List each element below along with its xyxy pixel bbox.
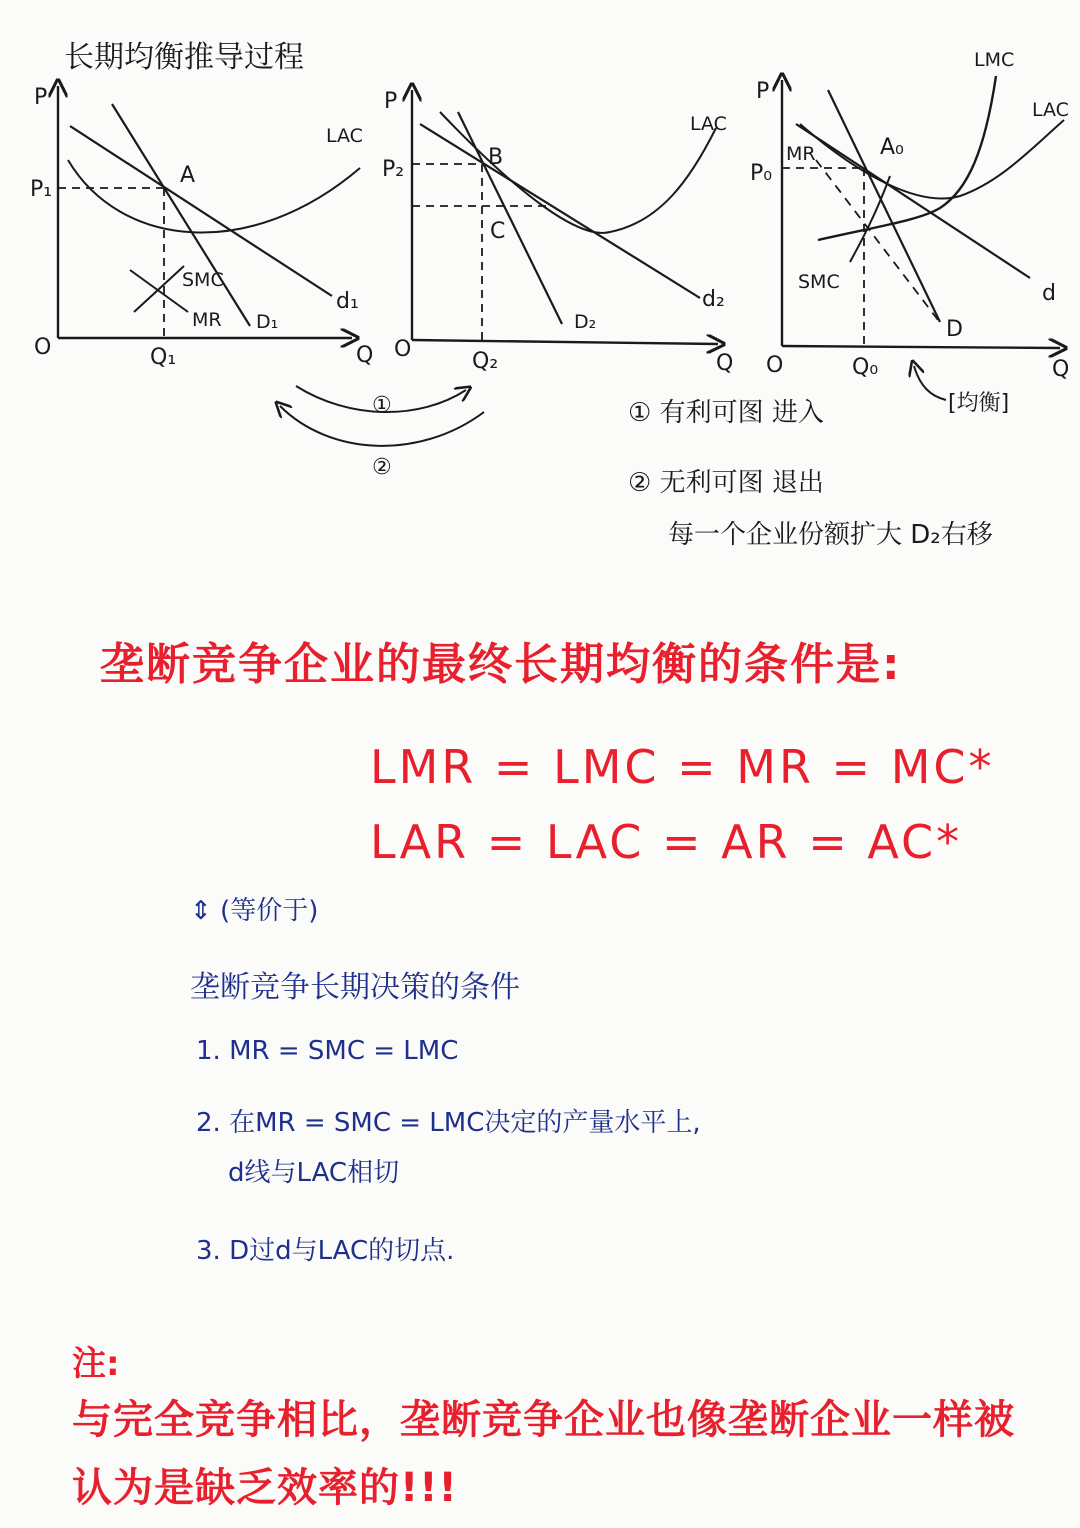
g2-point-b: B xyxy=(488,145,504,170)
condition-item-1: 1. MR = SMC = LMC xyxy=(196,1036,459,1066)
g2-origin: O xyxy=(394,337,412,362)
step-exit: ② 无利可图 退出 xyxy=(628,468,824,498)
equation-lar: LAR = LAC = AR = AC* xyxy=(370,815,963,869)
g3-lmc-label: LMC xyxy=(974,49,1015,71)
g3-origin: O xyxy=(766,353,784,378)
condition-item-3: 3. D过d与LAC的切点. xyxy=(196,1236,455,1266)
g2-point-c: C xyxy=(490,219,506,244)
g3-equilibrium-arrow xyxy=(914,366,946,400)
graph-3 xyxy=(750,49,1069,416)
long-run-title: 垄断竞争长期决策的条件 xyxy=(190,970,520,1005)
g1-axis-p: P xyxy=(34,85,48,110)
step-arrows xyxy=(280,386,484,480)
g3-axis-q: Q xyxy=(1052,357,1070,382)
g1-d1-label: d₁ xyxy=(336,289,359,314)
g3-p-label: P₀ xyxy=(750,161,773,186)
g2-d2-label: d₂ xyxy=(702,287,725,312)
page-title: 长期均衡推导过程 xyxy=(64,40,304,75)
g3-q-label: Q₀ xyxy=(852,355,879,380)
g1-p-label: P₁ xyxy=(30,177,53,202)
g2-q-label: Q₂ xyxy=(472,349,499,374)
note-label: 注: xyxy=(72,1344,120,1384)
g2-d2-line xyxy=(420,124,700,298)
arrow-step2-label: ② xyxy=(372,455,392,480)
g3-equilibrium-label: [均衡] xyxy=(948,391,1010,416)
g2-D2-line xyxy=(458,112,562,324)
condition-item-2: 2. 在MR = SMC = LMC决定的产量水平上, xyxy=(196,1108,701,1138)
g2-D2-label: D₂ xyxy=(574,311,597,333)
g1-lac-label: LAC xyxy=(326,125,363,147)
arrow-step1-label: ① xyxy=(372,393,392,418)
equation-lmr: LMR = LMC = MR = MC* xyxy=(370,740,995,794)
step-shift: 每一个企业份额扩大 D₂右移 xyxy=(668,520,993,550)
g3-axis-p: P xyxy=(756,79,770,104)
note-text: 与完全竞争相比，垄断竞争企业也像垄断企业一样被认为是缺乏效率的!!! xyxy=(72,1397,1015,1511)
condition-item-2-cont: d线与LAC相切 xyxy=(228,1158,400,1188)
g3-lac-label: LAC xyxy=(1032,99,1069,121)
g2-lac-label: LAC xyxy=(690,113,727,135)
g3-mr-label: MR xyxy=(786,143,816,165)
g2-axis-p: P xyxy=(384,89,398,114)
condition-title: 垄断竞争企业的最终长期均衡的条件是: xyxy=(100,639,902,690)
g1-mr-line xyxy=(130,270,188,312)
g3-x-axis xyxy=(782,346,1060,348)
g1-axis-q: Q xyxy=(356,343,374,368)
g2-lac-curve xyxy=(440,112,716,233)
g3-mr-line xyxy=(816,160,938,320)
g1-q-label: Q₁ xyxy=(150,345,177,370)
g3-d-label: d xyxy=(1042,281,1056,306)
g1-mr-label: MR xyxy=(192,309,222,331)
step-enter: ① 有利可图 进入 xyxy=(628,398,824,428)
g2-p-label: P₂ xyxy=(382,157,405,182)
g2-axis-q: Q xyxy=(716,351,734,376)
g2-x-axis xyxy=(412,340,718,344)
g3-smc-label: SMC xyxy=(798,271,840,293)
equivalence-note: ⇕ (等价于) xyxy=(190,896,319,926)
g3-d-line xyxy=(796,124,1030,278)
g3-D-line xyxy=(828,90,940,322)
graph-1 xyxy=(30,85,373,370)
graph-2 xyxy=(382,89,733,376)
g3-D-label: D xyxy=(946,317,963,342)
g3-point-a0: A₀ xyxy=(880,135,904,160)
g1-lac-curve xyxy=(68,160,360,232)
g1-D1-label: D₁ xyxy=(256,311,279,333)
g1-point-a: A xyxy=(180,163,196,188)
g1-D1-line xyxy=(112,104,250,326)
equilibrium-diagrams xyxy=(0,0,1080,520)
g1-origin: O xyxy=(34,335,52,360)
g3-lac-curve xyxy=(800,120,1064,199)
g1-smc-label: SMC xyxy=(182,269,224,291)
g1-smc-line xyxy=(134,266,184,312)
